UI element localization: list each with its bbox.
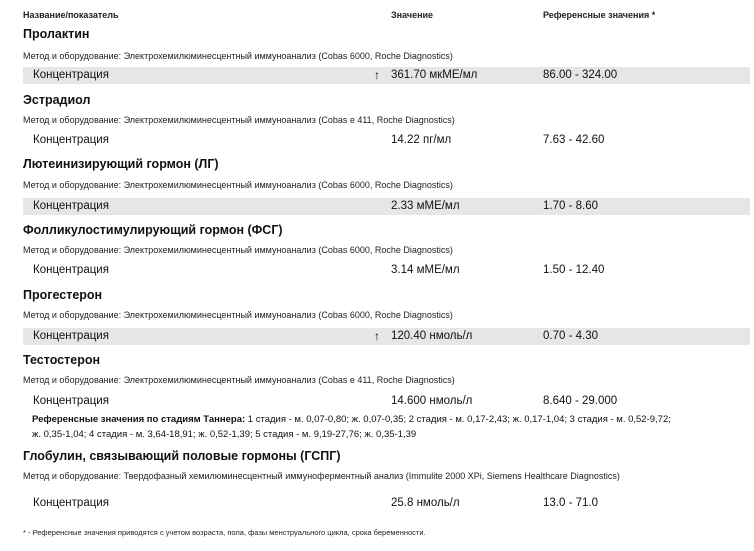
test-method-fsh: Метод и оборудование: Электрохемилюминесцентный иммуноанализ (Cobas 6000, Roche Diagnostics)	[23, 245, 453, 255]
test-method-testosterone: Метод и оборудование: Электрохемилюминесцентный иммуноанализ (Cobas e 411, Roche Diagnostics)	[23, 375, 455, 385]
result-value: 3.14 мМЕ/мл	[391, 264, 460, 276]
result-row-estradiol	[23, 132, 750, 149]
footnote: * - Референсные значения приводятся с учетом возраста, пола, фазы менструального цикла, срока беременности.	[23, 528, 426, 537]
test-method-lh: Метод и оборудование: Электрохемилюминесцентный иммуноанализ (Cobas 6000, Roche Diagnostics)	[23, 180, 453, 190]
result-reference: 86.00 - 324.00	[543, 69, 618, 81]
result-label: Концентрация	[33, 497, 109, 509]
result-row-testosterone	[23, 393, 750, 410]
result-label: Концентрация	[33, 330, 109, 342]
arrow-up-icon: ↑	[374, 68, 380, 82]
table-header	[0, 0, 754, 20]
test-title-testosterone: Тестостерон	[23, 353, 101, 367]
result-row-lh	[23, 198, 750, 215]
result-value: 2.33 мМЕ/мл	[391, 200, 460, 212]
result-label: Концентрация	[33, 395, 109, 407]
test-title-lh: Лютеинизирующий гормон (ЛГ)	[23, 157, 219, 171]
header-reference: Референсные значения *	[543, 10, 656, 20]
result-reference: 7.63 - 42.60	[543, 134, 605, 146]
header-value: Значение	[391, 10, 434, 20]
tanner-text: 1 стадия - м. 0,07-0,80; ж. 0,07-0,35; 2 стадия - м. 0,17-2,43; ж. 0,17-1,04; 3 стадия - м. 0,52-9,72; ж. 0,35-1,04; 4 стадия - м. 3,64-18,91; ж. 0,52-1,39; 5 стадия - м. 9,19-27,76; ж. 0,35-1,39	[32, 414, 671, 440]
result-row-progesterone	[23, 328, 750, 345]
result-reference: 0.70 - 4.30	[543, 330, 598, 342]
result-reference: 8.640 - 29.000	[543, 395, 618, 407]
test-method-progesterone: Метод и оборудование: Электрохемилюминесцентный иммуноанализ (Cobas 6000, Roche Diagnostics)	[23, 310, 453, 320]
result-value: 120.40 нмоль/л	[391, 330, 473, 342]
test-title-progesterone: Прогестерон	[23, 288, 103, 302]
result-reference: 1.50 - 12.40	[543, 264, 605, 276]
test-method-shbg: Метод и оборудование: Твердофазный хемилюминесцентный иммуноферментный анализ (Immulite 2000 XPi, Siemens Healthcare Diagnostics)	[23, 471, 620, 481]
result-label: Концентрация	[33, 200, 109, 212]
test-method-prolactin: Метод и оборудование: Электрохемилюминесцентный иммуноанализ (Cobas 6000, Roche Diagnostics)	[23, 51, 453, 61]
result-label: Концентрация	[33, 264, 109, 276]
result-label: Концентрация	[33, 69, 109, 81]
result-label: Концентрация	[33, 134, 109, 146]
test-title-shbg: Глобулин, связывающий половые гормоны (ГСПГ)	[23, 449, 341, 463]
test-title-fsh: Фолликулостимулирующий гормон (ФСГ)	[23, 223, 283, 237]
result-reference: 1.70 - 8.60	[543, 200, 598, 212]
result-value: 25.8 нмоль/л	[391, 497, 460, 509]
result-row-prolactin	[23, 67, 750, 84]
tanner-title: Референсные значения по стадиям Таннера:	[32, 414, 246, 425]
test-title-prolactin: Пролактин	[23, 27, 90, 41]
test-title-estradiol: Эстрадиол	[23, 93, 91, 107]
tanner-reference-note	[32, 412, 672, 442]
result-value: 14.22 пг/мл	[391, 134, 452, 146]
header-name: Название/показатель	[23, 10, 119, 20]
result-value: 361.70 мкМЕ/мл	[391, 69, 478, 81]
arrow-up-icon: ↑	[374, 329, 380, 343]
result-row-shbg	[23, 495, 750, 512]
result-row-fsh	[23, 262, 750, 279]
result-value: 14.600 нмоль/л	[391, 395, 473, 407]
result-reference: 13.0 - 71.0	[543, 497, 598, 509]
test-method-estradiol: Метод и оборудование: Электрохемилюминесцентный иммуноанализ (Cobas e 411, Roche Diagnostics)	[23, 115, 455, 125]
